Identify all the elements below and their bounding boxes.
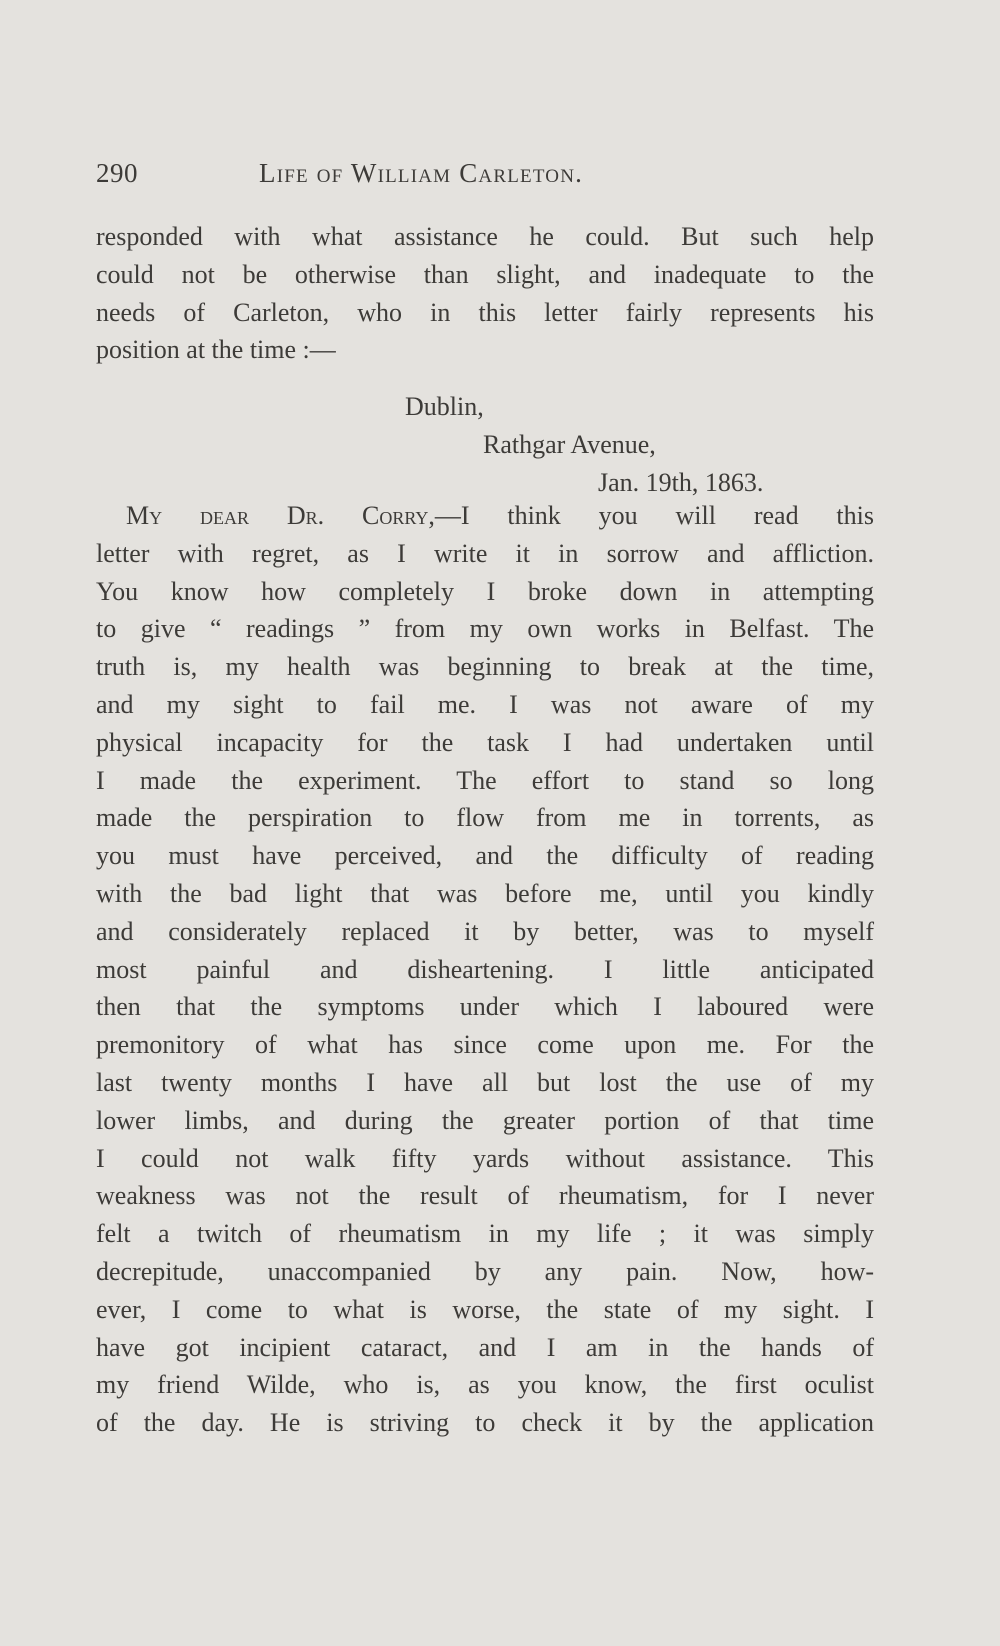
text-line: then that the symptoms under which I laboured were <box>96 992 874 1022</box>
running-head: Life of William Carleton. <box>259 158 584 188</box>
page-header <box>96 158 876 198</box>
text-line: could not be otherwise than slight, and inadequate to the <box>96 259 874 289</box>
letter-body <box>96 497 874 1442</box>
text-line: You know how completely I broke down in attempting <box>96 576 874 606</box>
opening-text: —I think you will read this <box>434 501 874 530</box>
text-line: with the bad light that was before me, until you kindly <box>96 878 874 908</box>
text-line: decrepitude, unaccompanied by any pain. Now, how- <box>96 1256 874 1286</box>
text-line: truth is, my health was beginning to break at the time, <box>96 652 874 682</box>
text-line: and my sight to fail me. I was not aware of my <box>96 689 874 719</box>
text-line: I made the experiment. The effort to stand so long <box>96 765 874 795</box>
text-line: position at the time :— <box>96 335 336 365</box>
text-line: most painful and disheartening. I little anticipated <box>96 954 874 984</box>
text-line: felt a twitch of rheumatism in my life ; it was simply <box>96 1219 874 1249</box>
text-line: last twenty months I have all but lost the use of my <box>96 1067 874 1097</box>
text-line: have got incipient cataract, and I am in the hands of <box>96 1332 874 1362</box>
address-date: Jan. 19th, 1863. <box>598 467 764 497</box>
text-line: responded with what assistance he could. But such help <box>96 222 874 251</box>
text-line: of the day. He is striving to check it by the application <box>96 1408 874 1438</box>
letter-address <box>96 388 874 502</box>
text-line: made the perspiration to flow from me in torrents, as <box>96 803 874 833</box>
text-line: premonitory of what has since come upon me. For the <box>96 1030 874 1060</box>
page-number: 290 <box>96 158 138 188</box>
text-line: letter with regret, as I write it in sorrow and affliction. <box>96 538 874 568</box>
intro-paragraph <box>96 218 874 369</box>
text-line: lower limbs, and during the greater portion of that time <box>96 1105 874 1135</box>
salutation: My dear Dr. Corry, <box>126 501 435 530</box>
text-line: and considerately replaced it by better, was to myself <box>96 916 874 946</box>
text-line: physical incapacity for the task I had undertaken until <box>96 727 874 757</box>
text-line: weakness was not the result of rheumatism, for I never <box>96 1181 874 1211</box>
text-line: you must have perceived, and the difficulty of reading <box>96 841 874 871</box>
letter-opening-line <box>96 497 874 535</box>
text-line: to give “ readings ” from my own works in Belfast. The <box>96 614 874 644</box>
text-line: my friend Wilde, who is, as you know, the first oculist <box>96 1370 874 1400</box>
address-street: Rathgar Avenue, <box>483 429 656 459</box>
text-line: I could not walk fifty yards without assistance. This <box>96 1143 874 1173</box>
text-line: needs of Carleton, who in this letter fairly represents his <box>96 297 874 327</box>
text-line: ever, I come to what is worse, the state of my sight. I <box>96 1294 874 1324</box>
address-city: Dublin, <box>405 392 484 421</box>
